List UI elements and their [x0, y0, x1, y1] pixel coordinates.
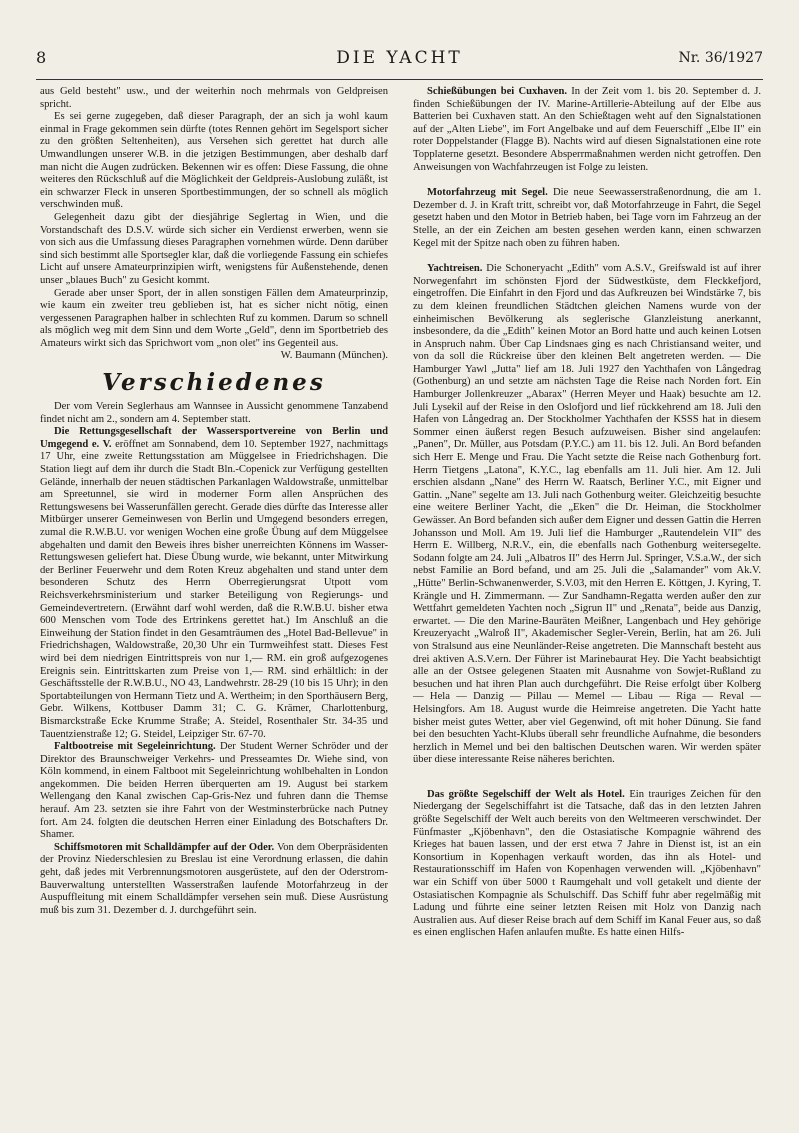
news-text: Die Schoneryacht „Edith" vom A.S.V., Greifswald ist auf ihrer Norwegenfahrt im schönsten Fjord der Südwestküste, dem Fleckkefjord, eingetroffen. Die Einfahrt in den Fjord und das Aufkreuzen bei Windstärke 7, bis zu dem kleinen freundlichen Städtchen gleichen Namens wurde von der einheimischen Bevölkerung als seglerische Glanzleistung anerkannt, insbesondere, da die „Edith" keinen Motor an Bord hatte und auch keinen Lotsen in Anspruch nahm. Über Cap Lindsnaes ging es nach Christiansand weiter, und von da soll die Rückreise über den kleinen Belt angetreten werden. — Die Hamburger Yawl „Jutta" lief am 18. Juli 1927 den Yachthafen von Långedrag (Gothenburg) an und setzte am nächsten Tage die Reise nach Norden fort. Ein Hamburger Jollenkreuzer „Abarax" (Herren Meyer und Haak) besuchte am 12. Juli Lysekil auf der Reise in den Oslofjord und lief rückkehrend am 18. Juli den Hafen von Långedrag an. Der Stockholmer Yachthafen der KSSS hat in diesem Sommer einen äußerst regen Besuch aufzuweisen. Bisher sind angelaufen: „Panen", Dr. Müller, aus Potsdam (P.Y.C.) am 11. bis 12. Juli. An Bord befanden sich Herr E. Menge und Frau. Die Yacht setzte die Reise nach Gothenburg fort. Herrn Tietgens „Latona", K.Y.C., lag ebenfalls am 11. Juli hier. Am 12. Juli erschien alsdann „Nane" des Herrn W. Raatsch, Berliner Y.C., mit Eigner und Gattin. „Nane" segelte am 13. Juli nach Gothenburg weiter. Gleichzeitig besuchte eine weitere Berliner Yacht, die „Eken" die Dr. Heiman, die Stockholmer Gewässer. An Bord befanden sich außer dem Eigner und dessen Gattin die Herren Johansson und Moll. Am 19. Juli lief die Hamburger „Rautendelein VII" des Herrn E. Willberg, N.R.V., ein, die ebenfalls nach Gothenburg weitersegelte. Sodann folgte am 24. Juli „Albatros II" des Herrn Jul. Springer, V.S.a.W., der sich nebst Familie an Bord befand, und am 25. Juli die „Salamander" vom Ak.V. „Hütte" Berlin-Schwanenwerder, S.V.03, mit den Herren E. Köttgen, J. Kyring, T. Krängle und H. Zimmermann. — Zur Sandhamn-Regatta werden außer den zur Wettfahrt gemeldeten Yachten noch „Sigrun II" und „Renata", beide aus Danzig, erwartet. — Die den Marine-Bauräten Meißner, Langenbach und Hey gehörige Kreuzeryacht „Walroß II", Akademischer Segler-Verein, Berlin, hat am 26. Juli von Stralsund aus eine Neunländer-Reise angetreten. Die Mannschaft besteht aus drei aktiven A.S.V.ern. Der Führer ist Marinebaurat Hey. Die Yacht beabsichtigt alle an der Ostsee gelegenen Staaten mit Ausnahme von Sowjet-Rußland zu besuchen und hat ihren Plan auch durchgeführt. Die Reise erfolgt über Kolberg — Hela — Danzig — Pillau — Memel — Libau — Riga — Reval — Helsingfors. Am 18. August wurde die Heimreise angetreten. Die Yacht hatte bisher meist gutes Wetter, aber viel Gegenwind, oft mit hoher Dünung. Sie fand bei den besuchten Yacht-Klubs überall sehr freundliche Aufnahme, die besonders herzlich in Memel und bei den baltischen Deutschen waren. Wir werden später über diese interessante Reise näheres berichten.	[413, 263, 761, 766]
news-text: Von dem Oberpräsidenten der Provinz Niederschlesien zu Breslau ist eine Verordnung erlassen, die dahin geht, daß jedes mit Verbrennungsmotoren ausgerüstete, auf den der Oderstrom-Bauverwaltung unterstellten Wasserstraßen laufende Motorfahrzeug in der Auspuffleitung mit einem Schalldämpfer versehen sein muß. Diese Ausrüstung muß bis zum 31. Dezember d. J. durchgeführt sein.	[40, 841, 388, 916]
issue-number: Nr. 36/1927	[678, 50, 763, 66]
news-item-rettung	[40, 426, 388, 741]
news-item-motorfahrzeug	[413, 187, 761, 250]
right-column	[413, 86, 761, 940]
article-paragraph: Gelegenheit dazu gibt der diesjährige Seglertag in Wien, und die Vorstandschaft des D.S.V. würde sich sicher ein Verdienst erwerben, wenn sie von sich aus die Umfassung dieses Paragraphen vornehmen würde. Denn darüber sind sich bestimmt alle Sportsegler klar, daß die vorliegende Fassung ein schiefes Licht auf unsere Amateurprinzipien wirft, wenigstens für Außenstehende, denen unser „blaues Buch" zu Gesicht kommt.	[40, 211, 388, 286]
spacer	[413, 767, 761, 789]
news-text: In der Zeit vom 1. bis 20. September d. J. finden Schießübungen der IV. Marine-Artillerie-Abteilung auf der Elbe aus Batterien bei Cuxhaven statt. An den Schießtagen weht auf den Signalstationen auf der „Alten Liebe", im Fort Angelbake und auf dem Feuerschiff „Elbe II" ein roter Doppelstander (Flagge B). Nachts wird auf diesen Signalstationen eine rote Topplaterne gesetzt. Besondere Absperrmaßnahmen werden nicht getroffen. Den Anweisungen von Wachfahrzeugen ist Folge zu leisten.	[413, 86, 761, 173]
news-title: Yachtreisen.	[427, 263, 483, 275]
page-header	[36, 48, 763, 74]
spacer	[413, 174, 761, 187]
header-rule	[36, 79, 763, 80]
news-item-motoren	[40, 842, 388, 918]
news-text: Der Student Werner Schröder und der Direktor des Braunschweiger Verkehrs- und Presseamtes Dr. Wiehe sind, von Köln kommend, in einem Faltboot mit Segeleinrichtung wohlbehalten in London angekommen. Die beiden Herren überquerten am 19. August bei starkem Wellengang den Kanal zwischen Cap-Gris-Nez und fuhren dann die Themse herauf. Am 23. setzten sie ihre Fahrt von der Westminsterbrücke nach Putney fort. Am 24. folgten die deutschen Herren einer Einladung des Botschafters Dr. Shamer.	[40, 741, 388, 841]
news-text: Ein trauriges Zeichen für den Niedergang der Segelschiffahrt ist die Tatsache, daß das in den letzten Jahren größte Segelschiff der Welt auch bereits von den Weltmeeren verschwindet. Der Fünfmaster „Kjöbenhavn", den die Ostasiatische Kompagnie während des Krieges hat bauen lassen, und der erst etwa 7 Jahre in Dienst ist, ist an ein Konsortium in Kopenhagen verkauft worden, das ihn als Hotel- und Restaurationsschiff im Hafen von Kopenhagen verwenden will. „Kjöbenhavn" war ein Schiff von über 5000 t Raumgehalt und voll getakelt und diente der Ostasiatischen Kompagnie als Schulschiff. Das Schiff fuhr aber regelmäßig mit Ladung und führte eine seiner letzten Reisen mit Holz von Danzig nach Australien aus. Auf dieser Reise brach auf dem Schiff im Kanal Feuer aus, so daß es einen englischen Hafen anlaufen mußte. Es hatte einen Hilfs-	[413, 788, 761, 939]
news-text: Die neue Seewasserstraßenordnung, die am 1. Dezember d. J. in Kraft tritt, schreibt vor, daß Motorfahrzeuge in Fahrt, die Segel gesetzt haben und den Motor in Betrieb haben, bei Tage vorn im Fahrzeug an der Stelle, an der ein Zeichen am besten gesehen werden kann, einen schwarzen Kegel mit der Spitze nach oben zu führen haben.	[413, 187, 761, 249]
intro-continuation: aus Geld besteht" usw., und der weiterhin noch mehrmals von Geldpreisen spricht.	[40, 86, 388, 110]
article-paragraph: Es sei gerne zugegeben, daß dieser Paragraph, der an sich ja wohl kaum einmal in Frage gekommen sein dürfte (totes Rennen gehört im Segelsport sicher zu den größten Seltenheiten), aus Versehen sich gerettet hat durch alle Umwandlungen unserer W.B. in die jetzigen Bestimmungen, aber deshalb darf man nicht die Augen zudrücken. Bekennen wir es offen: Diese Fassung, die ohne weiteres den Rückschluß auf die Möglichkeit der Geldpreis-Auslobung zuläßt, ist ein schwarzer Fleck in unseren Sportbestimmungen, der so schnell als möglich verschwinden muß.	[40, 111, 388, 211]
article-paragraph: Gerade aber unser Sport, der in allen sonstigen Fällen dem Amateurprinzip, wie kaum ein zweiter treu geblieben ist, hat es sicher nicht nötig, einen vergessenen Paragraphen halber in schlechten Ruf zu kommen. Darum so schnell als möglich weg mit dem Sinn und dem Worte „Geld", denn im Sportbetrieb des Amateurs wirkt sich das Sprichwort vom „non olet" ins Gegenteil aus.	[40, 287, 388, 349]
news-item-yachtreisen	[413, 263, 761, 767]
news-title: Motorfahrzeug mit Segel.	[427, 187, 548, 199]
news-title: Schiffsmotoren mit Schalldämpfer auf der Oder.	[54, 841, 275, 853]
news-text: eröffnet am Sonnabend, dem 10. September 1927, nachmittags 17 Uhr, eine zweite Rettungsstation am Müggelsee in Friedrichshagen. Die Station liegt auf dem ihr durch die Stadt Bln.-Copenick zur Verfügung gestellten Gelände, innerhalb der neuen städtischen Parkanlagen Waldowstraße, unmittelbar am Spreetunnel, sie wird in moderner Form allen Ansprüchen des Rettungswesens bei Wasserunfällen gerecht. Gerade dies dürfte das Interesse aller Mitbürger unserer Gemeinwesen von Berlin und Umgegend besonders erregen, zumal die R.W.B.U. vor wenigen Wochen eine große Übung auf dem Müggelsee abgehalten und damit den Beweis ihres bisher unerreichten Könnens im Wasser-Rettungswesen geliefert hat. Diese Übung wurde, wie bekannt, unter Mitwirkung der Berliner Feuerwehr und dem Roten Kreuz abgehalten und stand unter dem besonderen Schutz des Herrn Oberregierungsrat Utpott vom Reichsverkehrsministerium und starker Beteiligung von Regierungs- und Gemeindevertretern. (Erwähnt darf wohl werden, daß die R.W.B.U. bisher etwa 600 Menschen vom Tode des Ertrinkens gerettet hat.) Im Anschluß an die Einweihung der Station findet in den Gesamträumen des „Hotel Bad-Bellevue" in Friedrichshagen, Waldowstraße, 20,30 Uhr ein Turmweihfest statt. Dieses Fest wird bei dem niedrigen Eintrittspreis von nur 1,— RM. ein groß aufgezogenes Ereignis sein. Eintrittskarten zum Preise von 1,— RM. sind erhältlich: in der Geschäftsstelle der R.W.B.U., NO 43, Landwehrstr. 28-29 (10 bis 15 Uhr); in den Sportabteilungen von Hermann Tietz und A. Wertheim; in den Sporthäusern Berg, Gebr. Wilkens, Kottbuser Damm 31; C. G. Krämer, Charlottenburg, Bismarckstraße Ecke Krumme Straße; A. Steidel, Rosenthaler Str. 34-35 und Tauentzienstraße 12; G. Steidel, Leipziger Str. 67-70.	[40, 438, 388, 740]
news-item-verein: Der vom Verein Seglerhaus am Wannsee in Aussicht genommene Tanzabend findet nicht am 2., sondern am 4. September statt.	[40, 401, 388, 425]
left-column	[40, 86, 388, 917]
section-heading: Verschiedenes	[102, 369, 326, 397]
news-title: Faltbootreise mit Segeleinrichtung.	[54, 741, 216, 753]
spacer	[413, 250, 761, 263]
news-title: Die Rettungsgesellschaft der Wassersportvereine von Berlin und Umgegend e. V.	[40, 426, 388, 450]
news-item-hotel	[413, 789, 761, 940]
news-title: Das größte Segelschiff der Welt als Hotel.	[427, 788, 625, 800]
news-item-faltboot	[40, 741, 388, 842]
page-number: 8	[36, 48, 47, 67]
news-title: Schießübungen bei Cuxhaven.	[427, 86, 568, 97]
author-signature: W. Baumann (München).	[280, 350, 388, 362]
news-item-schiess	[413, 86, 761, 174]
magazine-title: DIE YACHT	[336, 48, 463, 68]
